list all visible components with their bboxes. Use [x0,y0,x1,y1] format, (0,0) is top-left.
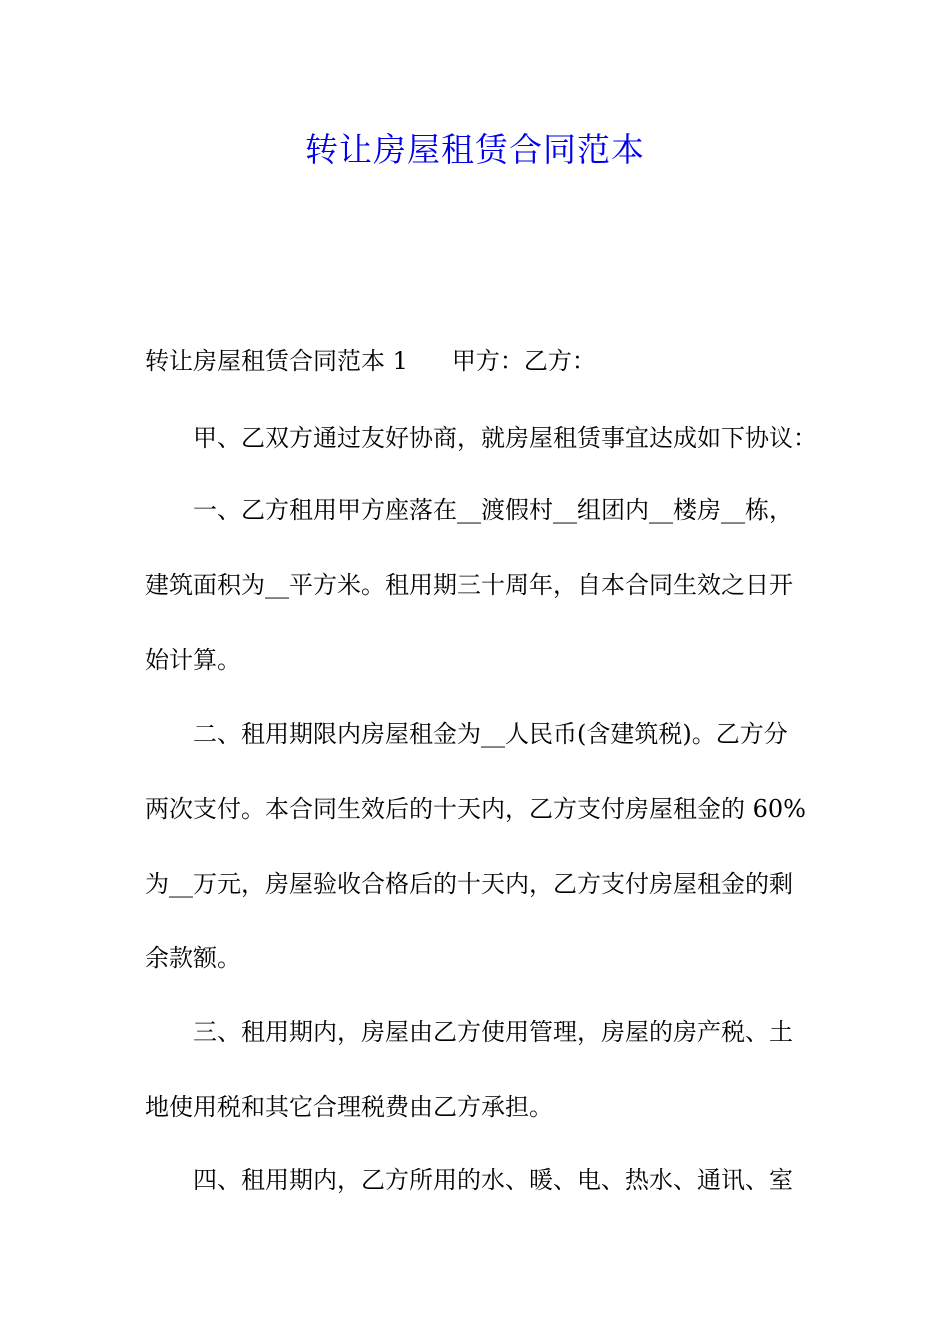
clause-1-line-2: 建筑面积为__平方米。租用期三十周年，自本合同生效之日开 [145,571,793,599]
clause-3-line-1: 三、租用期内，房屋由乙方使用管理，房屋的房产税、土 [193,1018,793,1046]
paragraph-preamble: 甲、乙双方通过友好协商，就房屋租赁事宜达成如下协议： [193,424,817,452]
clause-2-line-1: 二、租用期限内房屋租金为__人民币(含建筑税)。乙方分 [193,720,788,748]
intro-heading: 转让房屋租赁合同范本 1 [145,347,408,375]
intro-parties: 甲方：乙方： [451,347,596,375]
clause-1-line-3: 始计算。 [145,646,241,674]
clause-2-line-3: 为__万元，房屋验收合格后的十天内，乙方支付房屋租金的剩 [145,870,793,898]
clause-3-line-2: 地使用税和其它合理税费由乙方承担。 [145,1093,553,1121]
clause-2-line-4: 余款额。 [145,944,241,972]
document-title: 转让房屋租赁合同范本 [305,130,645,169]
clause-4-line-1: 四、租用期内，乙方所用的水、暖、电、热水、通讯、室 [193,1166,793,1194]
clause-1-line-1: 一、乙方租用甲方座落在__渡假村__组团内__楼房__栋， [193,496,793,524]
intro-line [145,343,815,379]
clause-2-line-2: 两次支付。本合同生效后的十天内，乙方支付房屋租金的 60% [145,795,806,823]
